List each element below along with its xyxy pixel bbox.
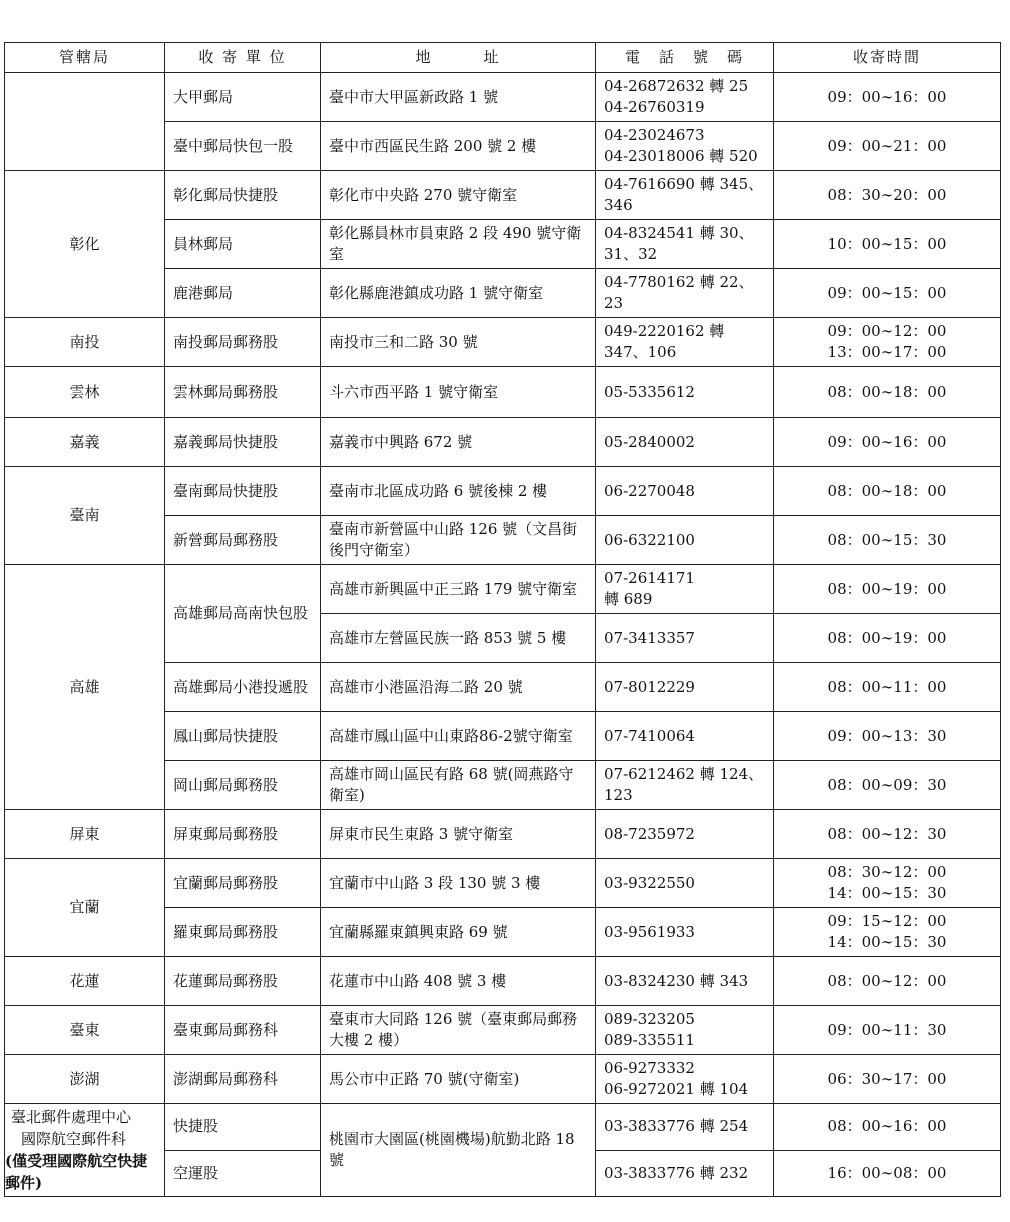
- phone-cell: 089-323205 089-335511: [596, 1006, 774, 1055]
- address-cell: 臺南市新營區中山路 126 號（文昌街後門守衛室）: [321, 516, 596, 565]
- hours-cell: 08：00∼18：00: [774, 467, 1001, 516]
- office-line: 臺北郵件處理中心: [11, 1108, 132, 1126]
- unit-cell: 員林郵局: [165, 220, 321, 269]
- hours-cell: 08：00∼12：30: [774, 810, 1001, 859]
- hours-cell: 08：00∼12：00: [774, 957, 1001, 1006]
- hours-cell: 16：00∼08：00: [774, 1150, 1001, 1197]
- hours-cell: 08：30∼20：00: [774, 171, 1001, 220]
- hours-cell: 09：00∼11：30: [774, 1006, 1001, 1055]
- phone-cell: 07-8012229: [596, 663, 774, 712]
- phone-cell: 04-7780162 轉 22、23: [596, 269, 774, 318]
- phone-cell: 04-26872632 轉 25 04-26760319: [596, 73, 774, 122]
- address-cell: 桃園市大園區(桃園機場)航勤北路 18 號: [321, 1104, 596, 1197]
- phone-cell: 06-2270048: [596, 467, 774, 516]
- hours-cell: 08：00∼19：00: [774, 565, 1001, 614]
- unit-cell: 嘉義郵局快捷股: [165, 418, 321, 467]
- phone-cell: 06-6322100: [596, 516, 774, 565]
- office-cell: 宜蘭: [5, 859, 165, 957]
- address-cell: 彰化縣鹿港鎮成功路 1 號守衛室: [321, 269, 596, 318]
- hours-cell: 08：00∼16：00: [774, 1104, 1001, 1151]
- post-office-table: [4, 42, 1001, 1197]
- hours-cell: 09：00∼21：00: [774, 122, 1001, 171]
- table-row: [5, 1055, 1001, 1104]
- phone-cell: 04-8324541 轉 30、31、32: [596, 220, 774, 269]
- unit-cell: 雲林郵局郵務股: [165, 367, 321, 418]
- table-header-row: [5, 43, 1001, 73]
- unit-cell: 臺中郵局快包一股: [165, 122, 321, 171]
- table-row: [5, 1006, 1001, 1055]
- address-cell: 高雄市岡山區民有路 68 號(岡燕路守衛室): [321, 761, 596, 810]
- office-cell-taipei-center: [5, 1104, 165, 1197]
- phone-cell: 03-9561933: [596, 908, 774, 957]
- address-cell: 馬公市中正路 70 號(守衛室): [321, 1055, 596, 1104]
- address-cell: 南投市三和二路 30 號: [321, 318, 596, 367]
- hours-cell: 06：30∼17：00: [774, 1055, 1001, 1104]
- phone-cell: 08-7235972: [596, 810, 774, 859]
- address-cell: 臺中市大甲區新政路 1 號: [321, 73, 596, 122]
- office-cell: 嘉義: [5, 418, 165, 467]
- address-cell: 彰化縣員林市員東路 2 段 490 號守衛室: [321, 220, 596, 269]
- address-cell: 宜蘭縣羅東鎮興東路 69 號: [321, 908, 596, 957]
- phone-cell: 04-23024673 04-23018006 轉 520: [596, 122, 774, 171]
- address-cell: 花蓮市中山路 408 號 3 樓: [321, 957, 596, 1006]
- office-note: (僅受理國際航空快捷郵件): [5, 1152, 148, 1192]
- address-cell: 高雄市小港區沿海二路 20 號: [321, 663, 596, 712]
- phone-cell: 049-2220162 轉 347、106: [596, 318, 774, 367]
- unit-cell: 彰化郵局快捷股: [165, 171, 321, 220]
- phone-cell: 07-6212462 轉 124、123: [596, 761, 774, 810]
- office-cell: [5, 73, 165, 171]
- address-cell: 高雄市左營區民族一路 853 號 5 樓: [321, 614, 596, 663]
- hours-cell: 10：00∼15：00: [774, 220, 1001, 269]
- hours-cell: 09：00∼16：00: [774, 73, 1001, 122]
- office-cell: 屏東: [5, 810, 165, 859]
- office-cell: 花蓮: [5, 957, 165, 1006]
- address-cell: 臺東市大同路 126 號（臺東郵局郵務大樓 2 樓）: [321, 1006, 596, 1055]
- post-office-table-container: [4, 42, 1001, 1197]
- table-row: [5, 418, 1001, 467]
- unit-cell: 臺南郵局快捷股: [165, 467, 321, 516]
- table-row: [5, 565, 1001, 614]
- address-cell: 斗六市西平路 1 號守衛室: [321, 367, 596, 418]
- table-row: [5, 467, 1001, 516]
- table-row: [5, 171, 1001, 220]
- phone-cell: 06-9273332 06-9272021 轉 104: [596, 1055, 774, 1104]
- hours-cell: 09：00∼12：00 13：00∼17：00: [774, 318, 1001, 367]
- office-cell: 雲林: [5, 367, 165, 418]
- hours-cell: 08：00∼18：00: [774, 367, 1001, 418]
- phone-cell: 03-9322550: [596, 859, 774, 908]
- hours-cell: 08：30∼12：00 14：00∼15：30: [774, 859, 1001, 908]
- address-cell: 宜蘭市中山路 3 段 130 號 3 樓: [321, 859, 596, 908]
- table-row: [5, 367, 1001, 418]
- office-cell: 臺東: [5, 1006, 165, 1055]
- unit-cell: 屏東郵局郵務股: [165, 810, 321, 859]
- table-row: [5, 318, 1001, 367]
- hours-cell: 08：00∼11：00: [774, 663, 1001, 712]
- office-cell: 彰化: [5, 171, 165, 318]
- unit-cell: 羅東郵局郵務股: [165, 908, 321, 957]
- hours-cell: 08：00∼15：30: [774, 516, 1001, 565]
- unit-cell: 宜蘭郵局郵務股: [165, 859, 321, 908]
- unit-cell: 新營郵局郵務股: [165, 516, 321, 565]
- address-cell: 嘉義市中興路 672 號: [321, 418, 596, 467]
- unit-cell: 花蓮郵局郵務股: [165, 957, 321, 1006]
- phone-cell: 05-5335612: [596, 367, 774, 418]
- office-cell: 南投: [5, 318, 165, 367]
- unit-cell: 空運股: [165, 1150, 321, 1197]
- unit-cell: 岡山郵局郵務股: [165, 761, 321, 810]
- unit-cell: 鳳山郵局快捷股: [165, 712, 321, 761]
- address-cell: 臺中市西區民生路 200 號 2 樓: [321, 122, 596, 171]
- unit-cell: 澎湖郵局郵務科: [165, 1055, 321, 1104]
- table-row: [5, 957, 1001, 1006]
- phone-cell: 07-3413357: [596, 614, 774, 663]
- address-cell: 彰化市中央路 270 號守衛室: [321, 171, 596, 220]
- table-row: [5, 859, 1001, 908]
- header-phone: 電 話 號 碼: [596, 43, 774, 73]
- unit-cell: 鹿港郵局: [165, 269, 321, 318]
- table-row: [5, 810, 1001, 859]
- office-line: 國際航空郵件科: [21, 1130, 127, 1148]
- unit-cell: 大甲郵局: [165, 73, 321, 122]
- unit-cell: 高雄郵局高南快包股: [165, 565, 321, 663]
- phone-cell: 03-3833776 轉 232: [596, 1150, 774, 1197]
- address-cell: 臺南市北區成功路 6 號後棟 2 樓: [321, 467, 596, 516]
- phone-cell: 07-2614171 轉 689: [596, 565, 774, 614]
- header-address: 地 址: [321, 43, 596, 73]
- address-cell: 高雄市鳳山區中山東路86-2號守衛室: [321, 712, 596, 761]
- phone-cell: 05-2840002: [596, 418, 774, 467]
- phone-cell: 03-3833776 轉 254: [596, 1104, 774, 1151]
- phone-cell: 03-8324230 轉 343: [596, 957, 774, 1006]
- address-cell: 高雄市新興區中正三路 179 號守衛室: [321, 565, 596, 614]
- unit-cell: 快捷股: [165, 1104, 321, 1151]
- table-row: [5, 1104, 1001, 1151]
- phone-cell: 07-7410064: [596, 712, 774, 761]
- unit-cell: 高雄郵局小港投遞股: [165, 663, 321, 712]
- unit-cell: 臺東郵局郵務科: [165, 1006, 321, 1055]
- office-cell: 澎湖: [5, 1055, 165, 1104]
- office-cell: 高雄: [5, 565, 165, 810]
- hours-cell: 09：15∼12：00 14：00∼15：30: [774, 908, 1001, 957]
- hours-cell: 09：00∼13：30: [774, 712, 1001, 761]
- office-cell: 臺南: [5, 467, 165, 565]
- phone-cell: 04-7616690 轉 345、346: [596, 171, 774, 220]
- table-row: [5, 73, 1001, 122]
- unit-cell: 南投郵局郵務股: [165, 318, 321, 367]
- hours-cell: 09：00∼15：00: [774, 269, 1001, 318]
- header-unit: 收 寄 單 位: [165, 43, 321, 73]
- address-cell: 屏東市民生東路 3 號守衛室: [321, 810, 596, 859]
- hours-cell: 08：00∼19：00: [774, 614, 1001, 663]
- header-office: 管轄局: [5, 43, 165, 73]
- hours-cell: 09：00∼16：00: [774, 418, 1001, 467]
- hours-cell: 08：00∼09：30: [774, 761, 1001, 810]
- header-hours: 收寄時間: [774, 43, 1001, 73]
